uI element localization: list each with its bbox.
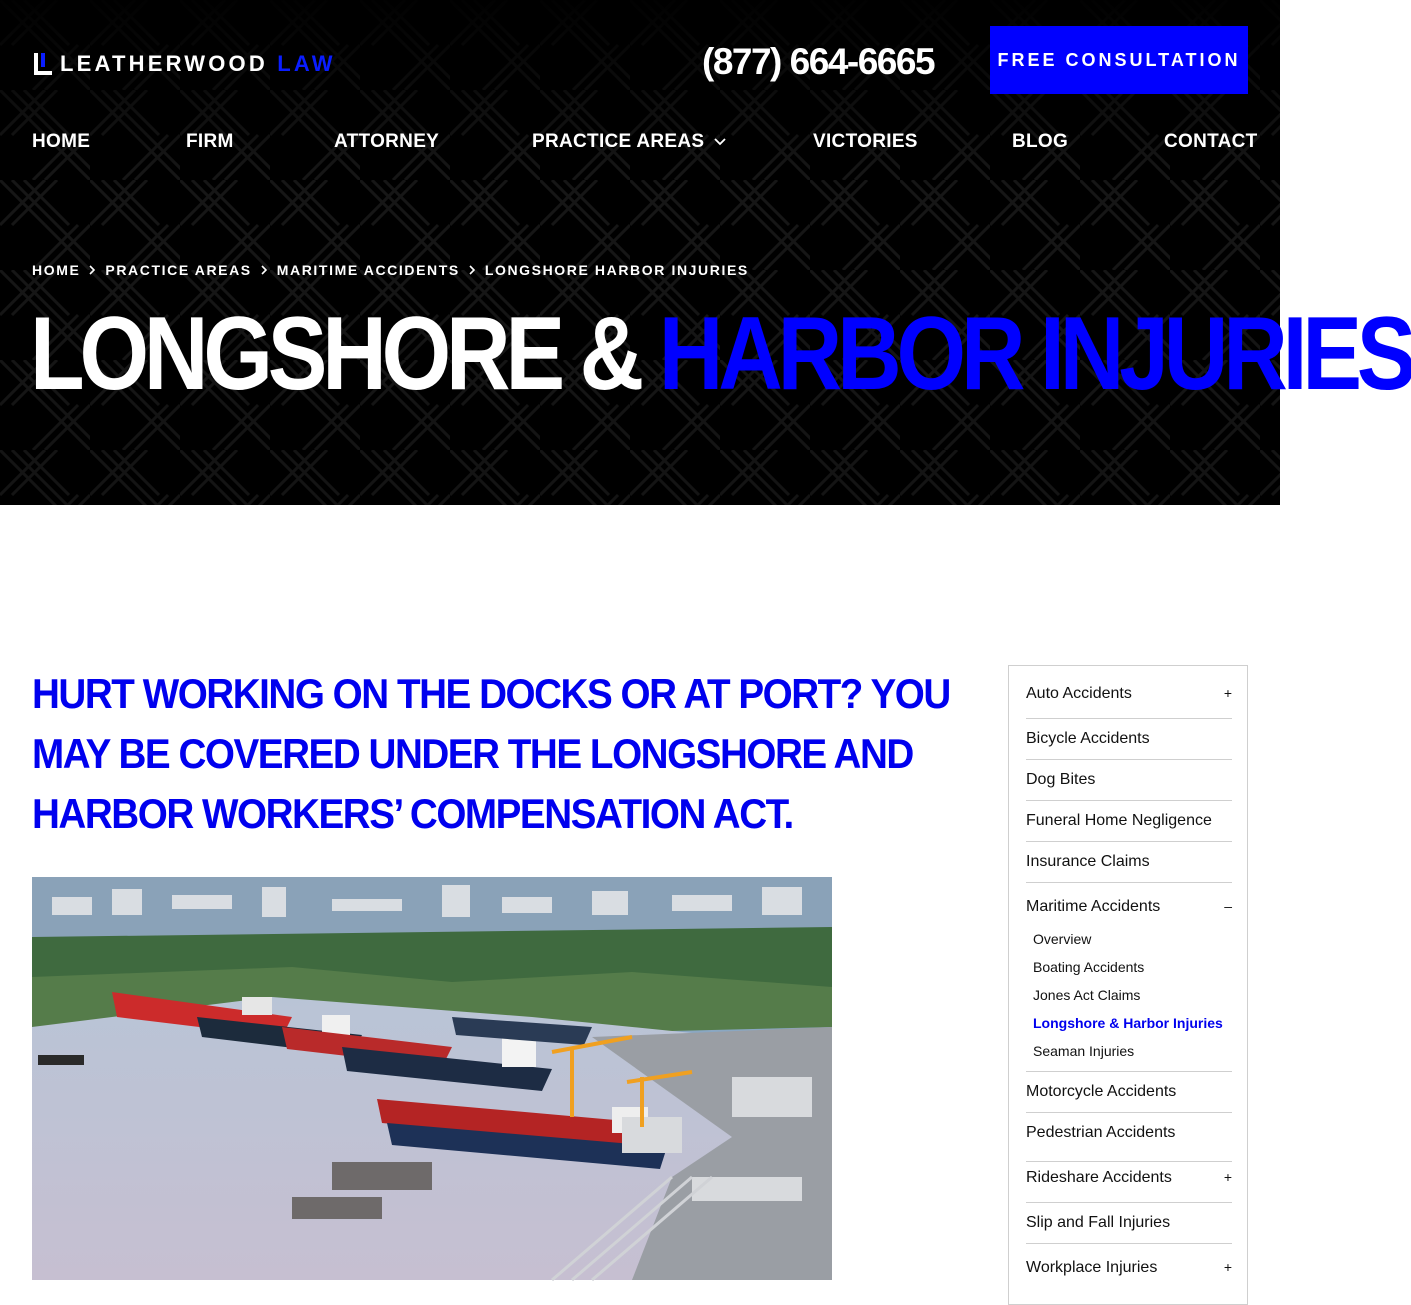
main-heading <box>32 664 950 844</box>
chevron-right-icon <box>89 265 96 275</box>
main-heading-line: HARBOR WORKERS’ COMPENSATION ACT. <box>32 790 793 837</box>
sidebar-item-label[interactable]: Maritime Accidents <box>1026 898 1161 915</box>
phone-number-link[interactable]: (877) 664-6665 <box>702 41 935 82</box>
sidebar-item-auto-accidents <box>1026 666 1232 719</box>
sidebar-item-label[interactable]: Motorcycle Accidents <box>1026 1083 1177 1100</box>
chevron-right-icon <box>261 265 268 275</box>
submenu-item-longshore-harbor-injuries[interactable]: Longshore & Harbor Injuries <box>1033 1015 1223 1031</box>
nav-item-home[interactable]: HOME <box>32 131 91 152</box>
page-title-accent: HARBOR INJURIES <box>658 296 1411 412</box>
sidebar-item-label[interactable]: Funeral Home Negligence <box>1026 812 1212 829</box>
chevron-down-icon <box>714 138 726 146</box>
nav-item-practice-areas[interactable] <box>532 128 726 156</box>
logo-wordmark <box>60 51 336 77</box>
nav-item-firm[interactable]: FIRM <box>186 131 234 152</box>
free-consultation-button[interactable]: FREE CONSULTATION <box>990 26 1248 94</box>
harbor-aerial-photo <box>32 877 832 1280</box>
sidebar-item-dog-bites <box>1026 760 1232 801</box>
submenu-item-seaman-injuries[interactable]: Seaman Injuries <box>1033 1043 1135 1059</box>
main-nav <box>32 128 1258 158</box>
submenu-item-boating-accidents[interactable]: Boating Accidents <box>1033 959 1145 975</box>
main-heading-line: MAY BE COVERED UNDER THE LONGSHORE AND <box>32 730 913 777</box>
logo-word-main: LEATHERWOOD <box>60 51 268 76</box>
main-heading-line: HURT WORKING ON THE DOCKS OR AT PORT? YOU <box>32 670 950 717</box>
nav-item-victories[interactable]: VICTORIES <box>813 131 918 152</box>
expand-plus-icon[interactable]: + <box>1223 1169 1232 1185</box>
sidebar-item-bicycle-accidents <box>1026 719 1232 760</box>
nav-item-practice-areas-label: PRACTICE AREAS <box>532 131 705 152</box>
nav-item-attorney[interactable]: ATTORNEY <box>334 131 440 152</box>
practice-areas-sidebar <box>1008 665 1248 1305</box>
site-logo[interactable] <box>32 50 336 78</box>
sidebar-item-pedestrian-accidents <box>1026 1113 1232 1162</box>
nav-item-blog[interactable]: BLOG <box>1012 131 1069 152</box>
sidebar-item-label[interactable]: Workplace Injuries <box>1026 1259 1158 1276</box>
sidebar-item-maritime-accidents <box>1026 883 1232 1072</box>
hero-header <box>0 0 1411 505</box>
expand-plus-icon[interactable]: + <box>1223 685 1232 701</box>
page-title <box>30 294 1411 414</box>
breadcrumb-current: LONGSHORE HARBOR INJURIES <box>484 262 749 278</box>
submenu-item-jones-act-claims[interactable]: Jones Act Claims <box>1033 987 1141 1003</box>
sidebar-item-funeral-home <box>1026 801 1232 842</box>
sidebar-item-label[interactable]: Pedestrian Accidents <box>1026 1124 1176 1141</box>
sidebar-item-motorcycle-accidents <box>1026 1072 1232 1113</box>
top-bar <box>0 0 1280 120</box>
sidebar-item-label[interactable]: Dog Bites <box>1026 771 1096 788</box>
harbor-illustration <box>32 877 832 1280</box>
breadcrumb-practice-areas[interactable]: PRACTICE AREAS <box>105 262 252 278</box>
logo-mark-icon <box>32 51 54 77</box>
collapse-minus-icon[interactable]: – <box>1224 898 1232 914</box>
page-title-white: LONGSHORE & <box>30 296 640 412</box>
sidebar-item-label[interactable]: Insurance Claims <box>1026 853 1150 870</box>
sidebar-item-slip-and-fall <box>1026 1203 1232 1244</box>
submenu-item-overview[interactable]: Overview <box>1033 931 1092 947</box>
breadcrumb-home[interactable]: HOME <box>32 262 81 278</box>
sidebar-item-label[interactable]: Bicycle Accidents <box>1026 730 1150 747</box>
sidebar-item-rideshare-accidents <box>1026 1162 1232 1203</box>
sidebar-item-insurance-claims <box>1026 842 1232 883</box>
breadcrumb-maritime-accidents[interactable]: MARITIME ACCIDENTS <box>276 262 460 278</box>
sidebar-item-label[interactable]: Auto Accidents <box>1026 685 1132 702</box>
logo-word-accent: LAW <box>277 51 336 76</box>
sidebar-list <box>1026 666 1232 1304</box>
expand-plus-icon[interactable]: + <box>1223 1259 1232 1275</box>
sidebar-item-label[interactable]: Slip and Fall Injuries <box>1026 1214 1171 1231</box>
chevron-right-icon <box>469 265 476 275</box>
maritime-submenu <box>1026 925 1232 1065</box>
sidebar-item-label[interactable]: Rideshare Accidents <box>1026 1169 1172 1186</box>
breadcrumb <box>32 261 749 279</box>
nav-item-contact[interactable]: CONTACT <box>1164 131 1258 152</box>
sidebar-item-workplace-injuries <box>1026 1244 1232 1304</box>
